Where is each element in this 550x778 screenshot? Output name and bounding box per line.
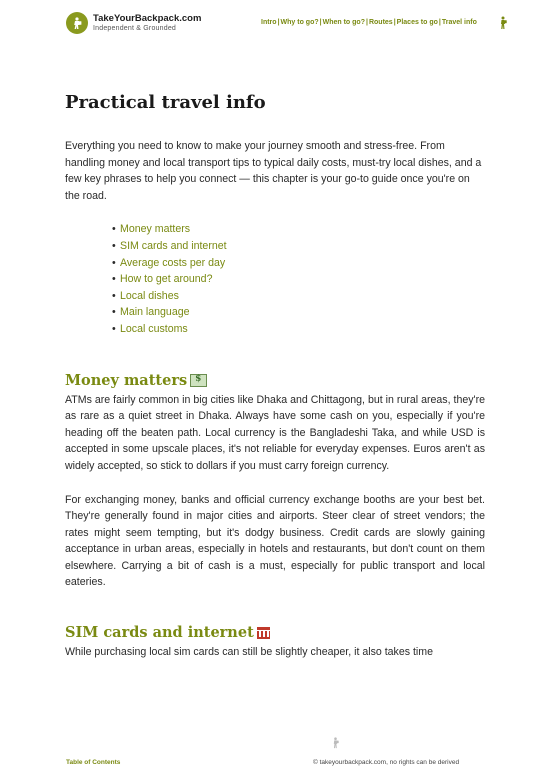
toc-link-local-dishes[interactable]: • Local dishes [112,288,485,305]
table-of-contents-link[interactable]: Table of Contents [66,759,121,766]
page-title: Practical travel info [65,92,266,113]
toc-link-money-matters[interactable]: • Money matters [112,221,485,238]
copyright-notice: © takeyourbackpack.com, no rights can be derived [313,759,460,766]
chapter-toc [65,221,485,337]
nav-link-when-to-go[interactable]: When to go? [322,19,365,26]
nav-link-places-to-go[interactable]: Places to go [396,19,438,26]
nav-link-why-to-go[interactable]: Why to go? [280,19,319,26]
nav-separator: | [366,19,368,26]
money-icon [190,374,207,387]
nav-separator: | [393,19,396,26]
nav-separator: | [277,19,280,26]
nav-separator: | [319,19,322,26]
toc-link-local-customs[interactable]: • Local customs [112,321,485,338]
toc-link-sim-cards[interactable]: • SIM cards and internet [112,238,485,255]
brand-tagline: Independent & Grounded [93,25,177,32]
bank-icon [257,627,270,639]
toc-link-getting-around[interactable]: • How to get around? [112,271,485,288]
intro-paragraph: Everything you need to know to make your journey smooth and stress-free. From handling money and local transport tips to typical daily costs, must-try local dishes, and a few key phrases to help you connect — this chapter is your go-to guide once you're on the road. [65,140,482,202]
backpack-logo-icon[interactable] [66,12,88,34]
nav-separator: | [438,19,441,26]
toc-link-main-language[interactable]: • Main language [112,304,485,321]
sim-cards-heading [65,624,485,641]
brand-name[interactable]: TakeYourBackpack.com [93,13,202,24]
page-header [0,0,550,46]
nav-link-intro[interactable]: Intro [261,19,277,26]
toc-link-average-costs[interactable]: • Average costs per day [112,255,485,272]
sim-cards-heading-text: SIM cards and internet [65,624,254,642]
hiker-footer-icon [331,737,340,749]
money-matters-heading [65,372,485,389]
hiker-icon [498,16,508,30]
nav-link-routes[interactable]: Routes [368,19,393,26]
money-paragraph-2: For exchanging money, banks and official currency exchange booths are your best bet. They're generally found in major cities and airports. Steer clear of street vendors; the rates might seem tempting, but it's dodgy business. Credit cards are slowly gaining acceptance in urban areas, especially in hotels and restaurants, but don't count on them elsewhere. Carrying a bit of cash is a must, especially for public transport and local eateries. [65,493,485,589]
main-content [65,92,485,661]
money-matters-heading-text: Money matters [65,371,188,389]
money-paragraph-1: ATMs are fairly common in big cities like Dhaka and Chittagong, but in rural areas, they're as rare as a quiet street in Dhaka. Always have some cash on you, especially if you're heading off the beaten path. Local currency is the Bangladeshi Taka, and while USD is accepted in some upscale places, it's not reliable for everyday expenses. Euros aren't as widely accepted, so stick to dollars if you must carry foreign currency. [65,393,485,472]
nav-link-travel-info[interactable]: Travel info [441,19,477,26]
sim-paragraph-1: While purchasing local sim cards can still be slightly cheaper, it also takes time [65,646,433,659]
top-navigation [261,19,477,26]
